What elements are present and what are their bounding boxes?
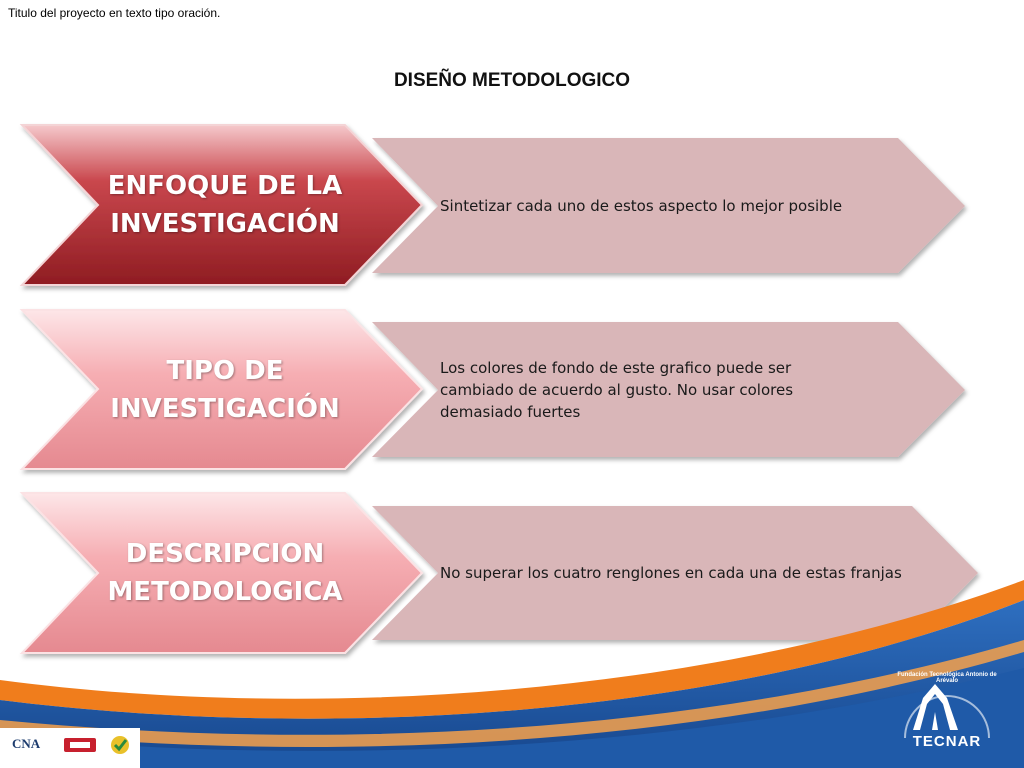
chevron-label-descripcion xyxy=(40,493,410,653)
chevron-label-line2: INVESTIGACIÓN xyxy=(110,393,340,424)
chevron-label-enfoque xyxy=(40,125,410,285)
band-text-2 xyxy=(440,322,840,457)
tecnar-arc-text: Fundación Tecnológica Antonio de Arévalo xyxy=(897,672,997,684)
cna-logo: CNA xyxy=(12,736,41,751)
chevron-label-line1: DESCRIPCION xyxy=(125,539,325,569)
band-text-content: Los colores de fondo de este grafico puede ser cambiado de acuerdo al gusto. No usar colores demasiado fuertes xyxy=(440,358,794,421)
chevron-label-line2: INVESTIGACIÓN xyxy=(110,209,340,239)
project-title: Titulo del proyecto en texto tipo oración. xyxy=(8,6,221,20)
band-text-1 xyxy=(440,138,912,273)
band-text-3 xyxy=(440,506,912,640)
chevron-label-line2: METODOLOGICA xyxy=(107,577,343,607)
chevron-label-tipo xyxy=(40,310,410,469)
tecnar-brand: TECNAR xyxy=(912,733,982,750)
band-text-content: No superar los cuatro renglones en cada una de estas franjas xyxy=(440,564,902,582)
chevron-label-line1: ENFOQUE DE LA xyxy=(107,171,343,201)
slide-title: DISEÑO METODOLOGICO xyxy=(393,70,631,91)
band-text-content: Sintetizar cada uno de estos aspecto lo mejor posible xyxy=(440,196,843,215)
chevron-label-line1: TIPO DE xyxy=(166,355,284,386)
